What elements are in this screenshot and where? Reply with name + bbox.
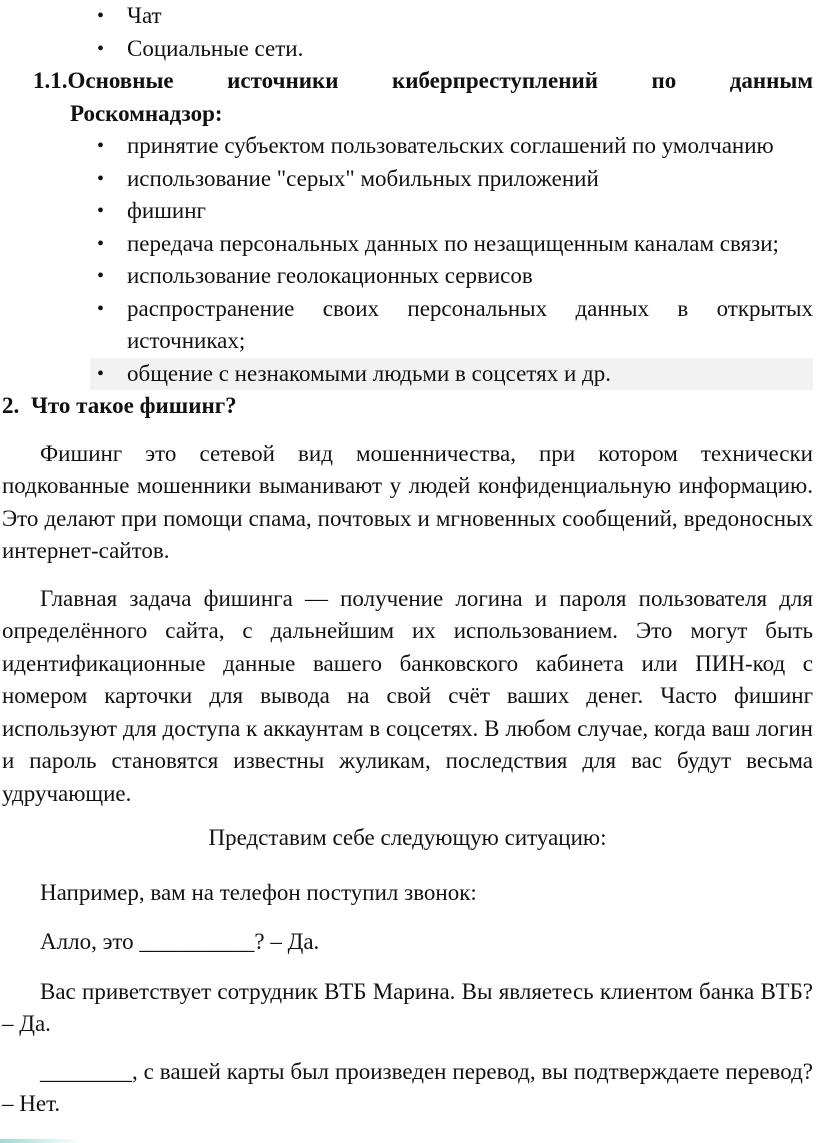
section-heading-2-number: 2. <box>2 393 20 418</box>
bullet-icon: • <box>97 200 105 222</box>
bullet-icon: • <box>97 362 105 385</box>
dialogue-line: Алло, это __________? – Да. <box>40 929 320 954</box>
section-heading-1-1-line1: 1.1.Основные источники киберпреступлений по данным <box>33 68 813 93</box>
bullet-icon: • <box>97 5 105 27</box>
list-item-label: распространение своих персональных данных в открытых источниках; <box>127 295 813 353</box>
paragraph-phishing-definition: Фишинг это сетевой вид мошенничества, при котором технически подкованные мошенники выманивают у людей конфиденциальную информацию. Это делают при помощи спама, почтовых и мгновенных сообщений, вредоносных интернет-сайтов. <box>2 440 813 563</box>
section-heading-2-title: Что такое фишинг? <box>31 393 237 418</box>
bullet-icon: • <box>97 297 105 320</box>
bottom-edge-artifact <box>0 1139 82 1143</box>
dialogue-line: Вас приветствует сотрудник ВТБ Марина. Вы являетесь клиентом банка ВТБ? – Да. <box>2 978 813 1036</box>
list-item-label: использование геолокационных сервисов <box>127 263 533 288</box>
list-item <box>2 163 813 196</box>
list-item-label: общение с незнакомыми людьми в соцсетях и др. <box>127 360 611 386</box>
list-item-label: использование "серых" мобильных приложений <box>127 165 599 191</box>
list-item <box>2 195 813 228</box>
list-item <box>2 260 813 293</box>
list-item-label: Чат <box>127 3 162 28</box>
dialogue-line: Например, вам на телефон поступил звонок: <box>40 879 477 905</box>
list-item <box>2 0 813 33</box>
cybercrime-sources-bullet-list <box>2 130 813 390</box>
section-heading-1-1-line2: Роскомнадзор: <box>70 100 223 126</box>
list-item <box>2 130 813 163</box>
bullet-icon: • <box>97 37 105 60</box>
paragraph-situation-intro: Представим себе следующую ситуацию: <box>208 825 607 850</box>
list-item-label: принятие субъектом пользовательских соглашений по умолчанию <box>127 133 774 158</box>
section-heading-2 <box>2 390 813 423</box>
bullet-icon: • <box>97 232 105 255</box>
bullet-icon: • <box>97 167 105 190</box>
bullet-icon: • <box>97 135 105 157</box>
list-item-label: фишинг <box>127 198 206 223</box>
section-heading-1-1 <box>2 65 813 130</box>
list-item <box>2 293 813 358</box>
bullet-icon: • <box>97 265 105 287</box>
list-item-label: Социальные сети. <box>127 35 304 61</box>
list-item <box>2 228 813 261</box>
top-bullet-list <box>2 0 813 65</box>
list-item-label: передача персональных данных по незащищенным каналам связи; <box>127 230 779 256</box>
dialogue-line: ________, с вашей карты был произведен перевод, вы подтверждаете перевод? – Нет. <box>2 1058 813 1116</box>
list-item <box>2 33 813 66</box>
list-item-highlighted <box>90 358 813 391</box>
paragraph-phishing-goal: Главная задача фишинга — получение логина и пароля пользователя для определённого сайта, с дальнейшим их использованием. Это могут быть идентификационные данные вашего банковского кабинета или ПИН-код с номером карточки для вывода на свой счёт ваших денег. Часто фишинг используют для доступа к аккаунтам в соцсетях. В любом случае, когда ваш логин и пароль становятся известны жуликам, последствия для вас будут весьма удручающие. <box>2 585 813 806</box>
